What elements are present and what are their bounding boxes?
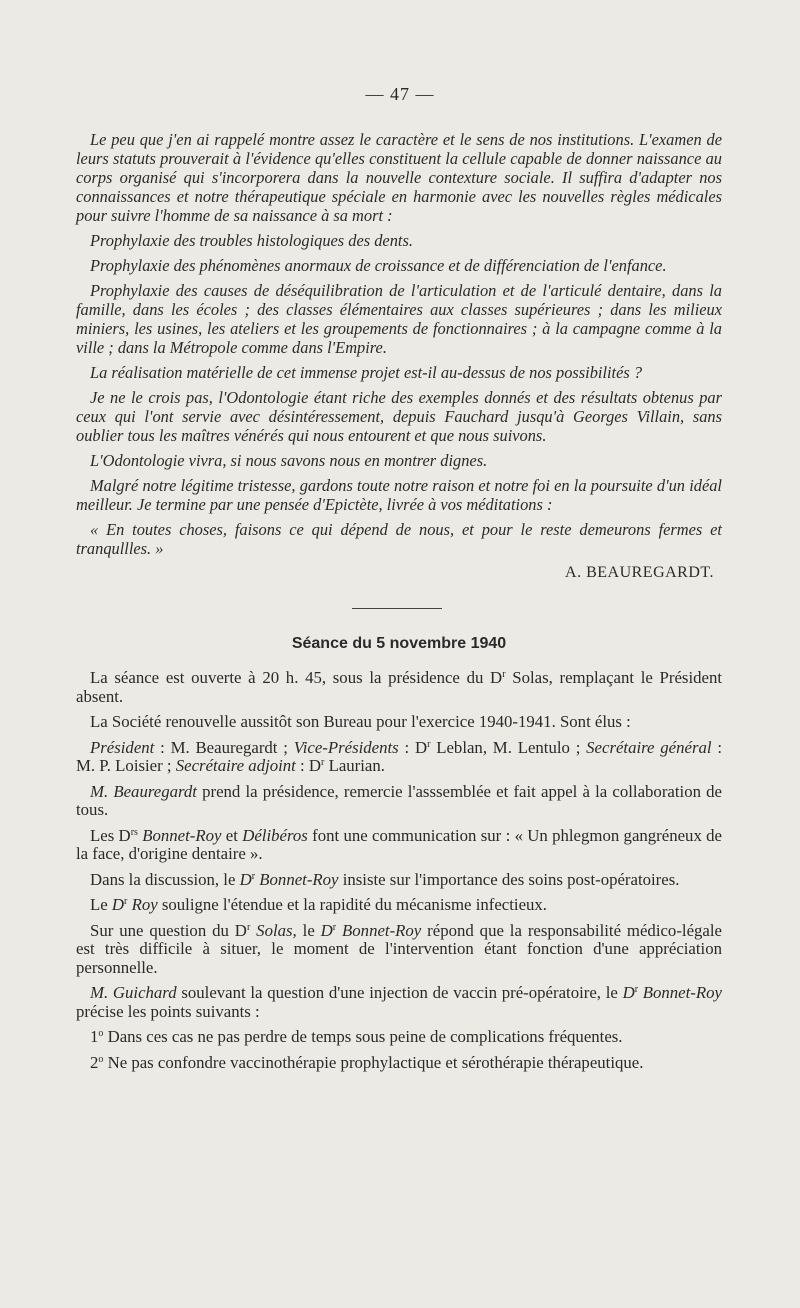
speech-paragraph: Le peu que j'en ai rappelé montre assez le caractère et le sens de nos institutions. L'examen de leurs statuts prouverait à l'évidence qu'elles constituent la cellule capable de donner naissance au corps organisé qui s'incorporera dans la nouvelle contexture sociale. Il suffira d'adapter nos connaissances et notre thérapeutique spéciale en harmonie avec les nouvelles règles médicales pour suivre l'homme de sa naissance à sa mort : [76,130,722,225]
speech-paragraph: Prophylaxie des causes de déséquilibration de l'articulation et de l'articulé dentaire, dans la famille, dans les écoles ; des classes élémentaires aux classes supérieures ; dans les milieux miniers, les usines, les ateliers et les groupements de fonctionnaires ; à la campagne comme à la ville ; dans la Métropole comme dans l'Empire. [76,281,722,357]
page-number: — 47 — [365,84,435,104]
speech-paragraph: Prophylaxie des troubles histologiques des dents. [90,231,413,250]
speech-paragraph: L'Odontologie vivra, si nous savons nous en montrer dignes. [90,451,488,470]
minutes-paragraph: Les $D^{rs}$ Bonnet-Roy et Délibéros font une communication sur : « Un phlegmon gangréneux de la face, d'origine dentaire ». [76,825,722,863]
session-minutes [76,669,722,1072]
speech-paragraph: Prophylaxie des phénomènes anormaux de croissance et de différenciation de l'enfance. [90,256,667,275]
speech-quote: « En toutes choses, faisons ce qui dépend de nous, et pour le reste demeurons fermes et tranqullles. » [76,520,722,558]
minutes-paragraph: La séance est ouverte à 20 h. 45, sous la présidence du $D^r$ Solas, remplaçant le Président absent. [76,668,723,706]
page-content [76,130,722,1079]
minutes-paragraph: M. Beauregardt prend la présidence, remercie l'asssemblée et fait appel à la collaboration de tous. [76,781,722,819]
minutes-paragraph: Président : M. Beauregardt ; Vice-Présidents : $D^r$ Leblan, M. Lentulo ; Secrétaire général : M. P. Loisier ; Secrétaire adjoint : $D^r$ Laurian. [76,737,722,775]
minutes-paragraph: M. Guichard soulevant la question d'une injection de vaccin pré-opératoire, le $D^r$ Bonnet-Roy précise les points suivants : [76,983,722,1021]
minutes-paragraph: Dans la discussion, le $D^r$ Bonnet-Roy insiste sur l'importance des soins post-opératoires. [90,869,680,889]
minutes-paragraph: Sur une question du $D^r$ Solas, le $D^r$ Bonnet-Roy répond que la responsabilité médico-légale est très difficile à situer, le moment de l'intervention étant fonction d'une appréciation personnelle. [76,920,722,977]
speech-paragraph: Malgré notre légitime tristesse, gardons toute notre raison et notre foi en la poursuite d'un idéal meilleur. Je termine par une pensée d'Epictète, livrée à vos méditations : [76,476,722,514]
section-divider [352,608,442,609]
minutes-paragraph: Le $D^r$ Roy souligne l'étendue et la rapidité du mécanisme infectieux. [90,895,547,914]
speech-paragraph: La réalisation matérielle de cet immense projet est-il au-dessus de nos possibilités ? [90,363,643,382]
minutes-list-item: 2$^o$ Ne pas confondre vaccinothérapie prophylactique et sérothérapie thérapeutique. [90,1052,644,1072]
minutes-list-item: 1$^o$ Dans ces cas ne pas perdre de temps sous peine de complications fréquentes. [90,1027,623,1046]
signature: A. BEAUREGARDT. [565,564,714,581]
speech-conclusion [76,130,722,558]
minutes-paragraph: La Société renouvelle aussitôt son Bureau pour l'exercice 1940-1941. Sont élus : [90,712,631,731]
section-title: Séance du 5 novembre 1940 [291,635,507,652]
speech-paragraph: Je ne le crois pas, l'Odontologie étant riche des exemples donnés et des résultats obtenus par ceux qui l'ont servie avec désintéressement, depuis Fauchard jusqu'à Georges Villain, sans oublier tous les maîtres vénérés qui nous entourent et que nous suivons. [76,388,722,445]
